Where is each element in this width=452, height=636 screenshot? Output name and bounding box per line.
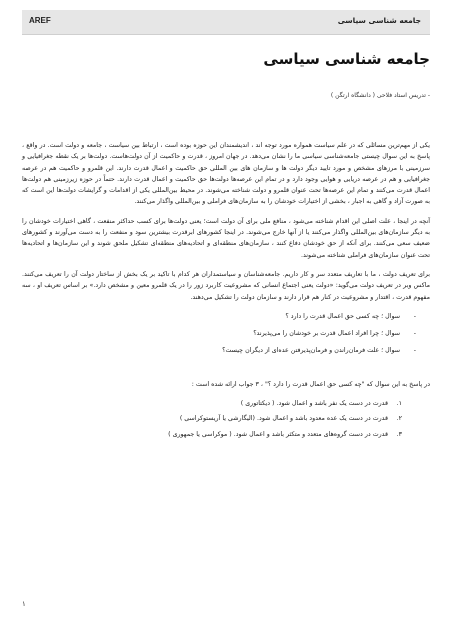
answer-list (22, 398, 430, 440)
author-line: - تدریس استاد فلاحی ( دانشگاه ارتگن ) (330, 92, 430, 99)
document-title: جامعه شناسی سیاسی (263, 50, 430, 68)
question-item: - سوال ؛ چه کسی حق اعمال قدرت را دارد ؟ (22, 311, 400, 322)
page-header (22, 10, 430, 35)
question-item: - سوال ؛ چرا افراد اعمال قدرت بر خودشان را می‌پذیرند؟ (22, 328, 400, 339)
question-list (22, 311, 430, 357)
document-body (22, 140, 430, 444)
answer-text: قدرت در دست یک عده معدود باشد و اعمال شود. (الیگارشی یا آریستوکراسی ) (179, 415, 388, 423)
body-paragraph: برای تعریف دولت ، ما با تعاریف متعدد سر و کار داریم. جامعه‌شناسان و سیاستمداران هر کدام با تاکید بر یک بخش از ساختار دولت آن را تعریف می‌کنند. ماکس وبر در تعریف دولت می‌گوید: «دولت یعنی اجتماع انسانی که مشروعیت کاربرد زور را در یک قلمرو معین و مشخص دارد.» بر اساس تعریف او ، سه مفهوم قدرت ، اقتدار و مشروعیت در کنار هم قرار دارند و سازمان دولت را تشکیل می‌دهند. (22, 270, 430, 301)
page-number: ۱ (22, 600, 26, 608)
body-paragraph: آنچه در اینجا ، علت اصلی این اقدام شناخته می‌شود ، منافع ملی برای آن دولت است؛ یعنی دولت‌ها برای کسب حداکثر منفعت ، گاهی اختیارات خودشان را به دیگر سازمان‌های بین‌المللی واگذار می‌کنند یا از آنها خارج می‌شوند. در اینجا کشورهای ابرقدرت بیشترین سود و منفعت را به دست می‌آورند و کشورهای ضعیف سعی می‌کنند. برای آنکه از حق خودشان دفاع کنند ، سازمان‌های منطقه‌ای و اتحادیه‌های منطقه‌ای تشکیل ملحق شوند و این سازمان‌ها و اتحادیه‌ها تحت عنوان سازمان‌های فراملی شناخته می‌شوند. (22, 217, 430, 259)
answer-text: قدرت در دست یک نفر باشد و اعمال شود. ( دیکتاتوری ) (240, 400, 388, 408)
question-item: - سوال ؛ علت فرمان‌راندن و فرمان‌پذیرفتن عده‌ای از دیگران چیست؟ (22, 345, 400, 356)
body-paragraph: یکی از مهم‌ترین مسائلی که در علم سیاست همواره مورد توجه اند ، اندیشمندان این حوزه بوده است ، ارتباط بین سیاست ، جامعه و دولت است. در واقع ، پاسخ به این سوال چیستی جامعه‌شناسی سیاسی ما را نشان می‌دهد. در جهان امروز ، قدرت و حاکمیت از آن دولت‌هاست. دولت‌ها بر یک نقطه جغرافیایی و سرزمینی با مرزهای مشخص و مورد تایید دیگر دولت ها و سازمان های بین المللی حق حاکمیت و اعمال قدرت دارند. این قلمرو و حاکمیت هم در عرصه جغرافیایی و هم در عرصه دریایی و هوایی وجود دارد و در تمام این عرصه‌ها دولت‌ها حق حاکمیت و اعمال قدرت دارند. حتماً در حوزه زیرزمینی هم دولت‌ها اعمال قدرت می‌کنند و تمام این عرصه‌ها تحت عنوان قلمرو و دولت شناخته می‌شوند. در محیط بین‌المللی یکی از اقدامات و گرایشات دولت‌ها این است که به صورت آزاد و گاهی به اجبار ، بخشی از اختیارات خودشان را به سازمان‌های فراملی و بین‌المللی واگذار می‌کنند. (22, 142, 430, 206)
answer-item (22, 398, 402, 409)
answer-item (22, 429, 402, 440)
answer-number: ۲. (396, 415, 402, 423)
answer-text: قدرت در دست گروه‌های متعدد و متکثر باشد و اعمال شود. ( موکراسی یا جمهوری ) (168, 430, 388, 438)
answer-number: ۱. (396, 400, 402, 408)
header-running-title: جامعه شناسی سیاسی (337, 16, 421, 25)
answer-number: ۳. (396, 430, 402, 438)
header-brand: AREF (29, 16, 51, 25)
answer-item (22, 413, 402, 424)
answer-intro: در پاسخ به این سوال که "چه کسی حق اعمال قدرت را دارد ؟" ، ۳ جواب ارائه شده است : (191, 380, 430, 388)
